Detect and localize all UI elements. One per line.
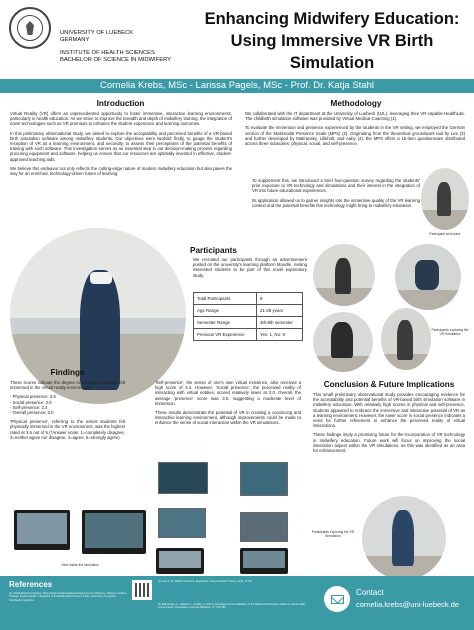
findings-left-text: These scores indicate the degree to which the students felt immersed in the virtual reality environment. - Physical presence: 3.6 - Social presence: 2.0 - Self-presence: 3.4 - Overall presence: 3.0 'Physical presence', referring to the extent students felt physically immersed in the VR environment, was the highest rated at 3.6 out of 5 (*Answer scale: 1=completely disagree, 3=neither agree nor disagree, 4=agree, 5=strongly agree). [10, 380, 125, 440]
participants-table [193, 292, 303, 341]
methodology-more-text: To supplement this, we introduced a brief four-question survey regarding the students' prior exposure to VR technology and simulations and their interest in the integration of VR into future educational experiences. Its application allowed us to garner insights into the immersive quality of the VR learning context and the potential benefits this technology might bring to midwifery education. [252, 178, 420, 208]
score-physical: - Physical presence: 3.6 [10, 394, 56, 400]
contact-email-link[interactable]: cornelia.krebs@uni-luebeck.de [356, 600, 460, 609]
poster-title: Enhancing Midwifery Education: Using Immersive VR Birth Simulation [204, 10, 460, 72]
simulation-screen-1 [158, 462, 208, 494]
introduction-heading: Introduction [96, 99, 145, 108]
table-row: Total Participants 9 [194, 293, 303, 305]
institute-name: INSTITUTE OF HEALTH SCIENCES [60, 50, 155, 56]
participant-photo-3 [313, 312, 373, 372]
qr-code [132, 580, 152, 600]
table-row: Age Range 21-28 years [194, 305, 303, 317]
findings-right-text: 'Self-presence', the sense of one's own virtual existence, also received a high score of 3.4. However, 'Social presence', the perceived reality of interacting with virtual entities, scored relatively lower at 2.0. Overall, the average 'presence' score was 3.0, suggesting a moderate level of immersion. These results demonstrate the potential of VR in creating a convincing and interactive learning environment, although improvements could be made to enhance the sense of social interaction within the VR simulations. [155, 380, 301, 426]
score-list [10, 394, 125, 415]
introduction-text: Virtual Reality (VR) offers an unprecedented opportunity to foster immersive, interactive learning environments, particularly in health education. As we strive to improve the breadth and depth of midwifery training, the integration of novel technologies such as VR promises to enhance the student experience and learning outcomes. In this preliminary observational study, we aimed to explore the acceptability and perceived benefits of a VR-based birth simulation software among midwifery students. Our objectives were twofold: firstly, to gauge the student's reception of VR as a learning environment, and secondly, to assess their perceptions of the potential benefits of training with such software. This investigation serves as an essential step in our decision-making process regarding procuring equipment and software, helping us ensure that our resources are optimally invested in effective, student-approved teaching aids. We believe this endeavor not only reflects the cutting-edge nature of modern midwifery education but also paves the way for an enriched, technology-driven future of learning. [10, 111, 232, 177]
score-social: - Social presence: 2.0 [10, 399, 52, 405]
conclusion-text: This small preliminary observational study provides encouraging evidence for the acceptability and potential benefits of VR-based birth simulation software in midwifery education. With relatively high scores in physical and self-presence, students appeared to embrace the immersive and interactive potential of VR as a learning environment. However, the lower score in social presence indicates a need for further refinement to enhance the perceived reality of virtual interactions. These findings imply a promising future for the incorporation of VR technology in midwifery education. Future work will focus on improving the social interaction aspect within the VR simulations, as this was identified as an area for enhancement. [313, 392, 465, 454]
country: GERMANY [60, 37, 90, 43]
university-seal-logo [9, 7, 51, 49]
poster-header [0, 0, 474, 78]
contact-heading: Contact [356, 588, 384, 597]
participant-vr-headset-photo [10, 228, 186, 404]
laptop-simulation-view-4 [240, 548, 288, 574]
table-row: Previous VR Experience Yes: 1, No: 8 [194, 329, 303, 341]
table-row: Semester Range 4th-8th semester [194, 317, 303, 329]
references-left: (1) Virtual Medical Coaching. https://www.virtualmedicalcoaching.com/ (2) Volkmann, Wessel, Jochims, Thomas: Franke (2018): Translation of the Multimodal Presence Scale. University of Luebeck. http://www.mpsrkit.de [9, 592, 128, 602]
methodology-intro-text: We collaborated with the IT department at the University of Luebeck (UzL), leveraging their VR-capable HealthLab. The childbirth simulation software was provided by Virtual Medical Coaching (1). To evaluate the immersion and presence experienced by the students in the VR setting, we employed the German version of the Multimodal Presence Scale (MPS) (2). Originating from the theoretical groundwork laid by Lee (3) and further developed by Makransky, Lilleholt, and Aaby (4), the MPS offers a 15-item questionnaire distributed across three subscales: physical, social, and self-presence. [245, 111, 465, 147]
email-icon [324, 586, 350, 612]
conclusion-heading: Conclusion & Future Implications [323, 380, 455, 389]
participants-photo-caption: Participants exploring the VR Simulation [431, 328, 469, 336]
laptop-simulation-view-3 [156, 548, 204, 574]
score-self: - Self-presence: 3.4 [10, 404, 48, 410]
simulation-screen-2 [240, 462, 288, 496]
participant-photo-4 [381, 308, 431, 370]
participant-photo-1 [313, 244, 375, 306]
score-overall: - Overall presence: 3.0 [10, 410, 54, 416]
laptop-simulation-view-1 [14, 510, 70, 550]
university-name: UNIVERSITY OF LUEBECK [60, 30, 134, 36]
references-middle-1: (3) Lee, K. M. (2004). Presence, Explicated. Communication Theory, 14(1), 27-50. [158, 580, 253, 583]
participant-lecturer-photo [421, 168, 469, 230]
participants-heading: Participants [190, 246, 237, 255]
authors: Cornelia Krebs, MSc - Larissa Pagels, MSc - Prof. Dr. Katja Stahl [99, 80, 374, 91]
institution-block [60, 30, 171, 64]
references-heading: References [9, 580, 53, 589]
simulation-screen-3 [158, 508, 206, 538]
references-middle-2: (4) Makransky, G., Lilleholt, L., & Aaby, A. (2017). Development and validation of the Multimodal Presence Scale for virtual reality environments. Computers in Human Behavior, 72, 276-285. [158, 603, 306, 610]
methodology-heading: Methodology [330, 99, 382, 108]
laptop-simulation-view-2 [82, 510, 146, 554]
program-name: BACHELOR OF SCIENCE IN MIDWIFERY [60, 57, 172, 63]
conclusion-photo-caption: Participants exploring the VR Simulation [311, 530, 355, 538]
simulation-caption: View inside the simulation [61, 563, 99, 567]
participants-text: We recruited our participants through an advertisement posted on the university's learning platform Moodle, inviting interested students to be part of this novel exploratory study. [193, 257, 307, 278]
simulation-screen-4 [240, 512, 288, 542]
findings-heading: Findings [50, 368, 85, 377]
participant-photo-2 [395, 244, 461, 310]
conclusion-participant-photo [362, 496, 446, 580]
lecturer-photo-caption: Participant at lecturer [429, 232, 461, 236]
